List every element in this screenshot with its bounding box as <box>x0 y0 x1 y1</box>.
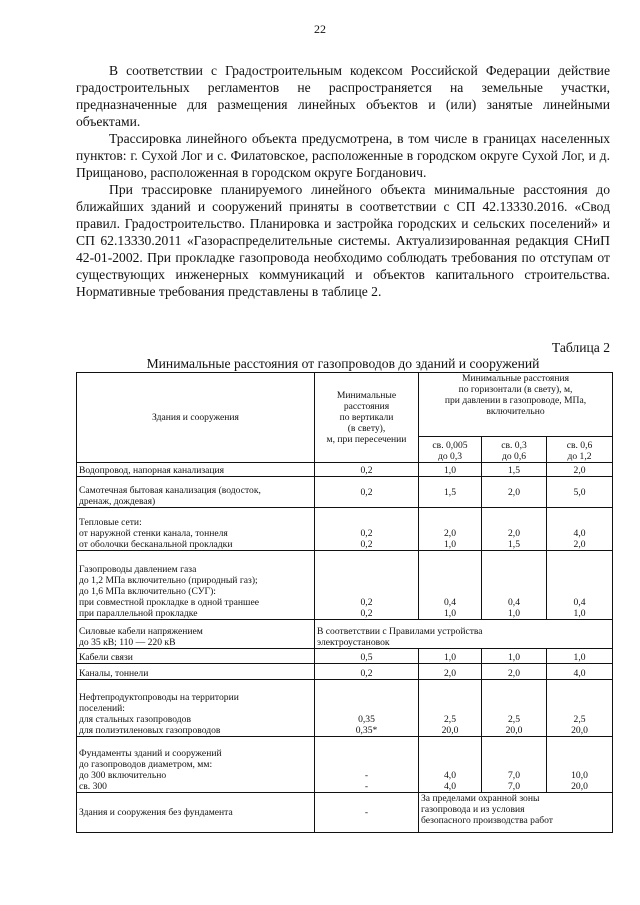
row-name: Фундаменты зданий и сооружений до газопроводов диаметром, мм: до 300 включительно св. 300 <box>77 737 315 793</box>
row-h1: 2,0 1,0 <box>419 508 482 551</box>
row-h1: 2,0 <box>419 664 482 680</box>
table-row <box>77 508 613 551</box>
row-name: Газопроводы давлением газа до 1,2 МПа включительно (природный газ); до 1,6 МПа включительно (СУГ): при совместной прокладке в одной траншее при параллельной прокладке <box>77 551 315 620</box>
row-name: Водопровод, напорная канализация <box>77 463 315 477</box>
table-title: Минимальные расстояния от газопроводов до зданий и сооружений <box>146 356 540 371</box>
row-h1: 0,4 1,0 <box>419 551 482 620</box>
table-label: Таблица 2 <box>551 340 610 355</box>
row-h1: 1,0 <box>419 463 482 477</box>
row-h2: 0,4 1,0 <box>482 551 547 620</box>
row-h3: 5,0 <box>547 477 613 508</box>
row-vertical: 0,2 0,2 <box>315 508 419 551</box>
row-name: Самотечная бытовая канализация (водосток, дренаж, дождевая) <box>77 477 315 508</box>
header-pressure-3: св. 0,6 до 1,2 <box>547 437 613 463</box>
row-name: Каналы, тоннели <box>77 664 315 680</box>
row-h1: 2,5 20,0 <box>419 680 482 737</box>
row-vertical: 0,2 <box>315 463 419 477</box>
paragraph-2: Трассировка линейного объекта предусмотрена, в том числе в границах населенных пунктов: г. Сухой Лог и с. Филатовское, расположенные в городском округе Сухой Лог, и д. Прищаново, расположенная в городском округе Богданович. <box>76 131 610 180</box>
row-vertical: 0,5 <box>315 649 419 664</box>
table-row <box>77 477 613 508</box>
row-vertical: 0,2 <box>315 477 419 508</box>
row-h2: 1,0 <box>482 649 547 664</box>
header-buildings: Здания и сооружения <box>77 373 315 463</box>
table-row <box>77 680 613 737</box>
row-h3: 4,0 <box>547 664 613 680</box>
row-h2: 2,0 1,5 <box>482 508 547 551</box>
row-h2: 2,0 <box>482 477 547 508</box>
row-h3: 2,5 20,0 <box>547 680 613 737</box>
header-horizontal: Минимальные расстояния по горизонтали (в свету), м, при давлении в газопроводе, МПа, включительно <box>419 373 613 437</box>
row-h2: 7,0 7,0 <box>482 737 547 793</box>
row-vertical: - - <box>315 737 419 793</box>
row-h1: 1,0 <box>419 649 482 664</box>
row-h3: 1,0 <box>547 649 613 664</box>
row-name: Кабели связи <box>77 649 315 664</box>
paragraph-1: В соответствии с Градостроительным кодексом Российской Федерации действие градостроительных регламентов не распространяется на земельные участки, предназначенные для размещения линейных объектов и (или) занятые линейными объектами. <box>76 63 610 129</box>
table-row <box>77 793 613 833</box>
table-row <box>77 463 613 477</box>
row-name: Силовые кабели напряжением до 35 кВ; 110 — 220 кВ <box>77 620 315 649</box>
header-pressure-2: св. 0,3 до 0,6 <box>482 437 547 463</box>
row-name: Тепловые сети: от наружной стенки канала, тоннеля от оболочки бесканальной прокладки <box>77 508 315 551</box>
row-merged-note: В соответствии с Правилами устройства электроустановок <box>315 620 613 649</box>
row-vertical: 0,35 0,35* <box>315 680 419 737</box>
table-row <box>77 551 613 620</box>
page-number: 22 <box>314 22 326 36</box>
row-merged-horizontal: За пределами охранной зоны газопровода и из условия безопасного производства работ <box>419 793 613 833</box>
row-h3: 10,0 20,0 <box>547 737 613 793</box>
table-row <box>77 737 613 793</box>
table-caption <box>76 339 610 371</box>
body-text <box>76 62 610 300</box>
paragraph-3: При трассировке планируемого линейного объекта минимальные расстояния до ближайших зданий и сооружений приняты в соответствии с СП 42.13330.2016. «Свод правил. Градостроительство. Планировка и застройка городских и сельских поселений» и СП 62.13330.2011 «Газораспределительные системы. Актуализированная редакция СНиП 42-01-2002. При прокладке газопровода необходимо соблюдать требования по отступам от существующих инженерных коммуникаций и объектов капитального строительства. Нормативные требования представлены в таблице 2. <box>76 182 610 299</box>
row-h1: 4,0 4,0 <box>419 737 482 793</box>
header-row <box>77 373 613 437</box>
row-h2: 1,5 <box>482 463 547 477</box>
row-h1: 1,5 <box>419 477 482 508</box>
row-vertical: 0,2 0,2 <box>315 551 419 620</box>
row-h2: 2,5 20,0 <box>482 680 547 737</box>
distances-table <box>76 372 613 833</box>
row-h3: 2,0 <box>547 463 613 477</box>
table-row <box>77 649 613 664</box>
header-vertical: Минимальные расстояния по вертикали (в свету), м, при пересечении <box>315 373 419 463</box>
row-name: Здания и сооружения без фундамента <box>77 793 315 833</box>
row-vertical: 0,2 <box>315 664 419 680</box>
row-h3: 4,0 2,0 <box>547 508 613 551</box>
header-pressure-1: св. 0,005 до 0,3 <box>419 437 482 463</box>
row-vertical: - <box>315 793 419 833</box>
row-h3: 0,4 1,0 <box>547 551 613 620</box>
row-h2: 2,0 <box>482 664 547 680</box>
table-row <box>77 620 613 649</box>
table-row <box>77 664 613 680</box>
row-name: Нефтепродуктопроводы на территории поселений: для стальных газопроводов для полиэтиленовых газопроводов <box>77 680 315 737</box>
